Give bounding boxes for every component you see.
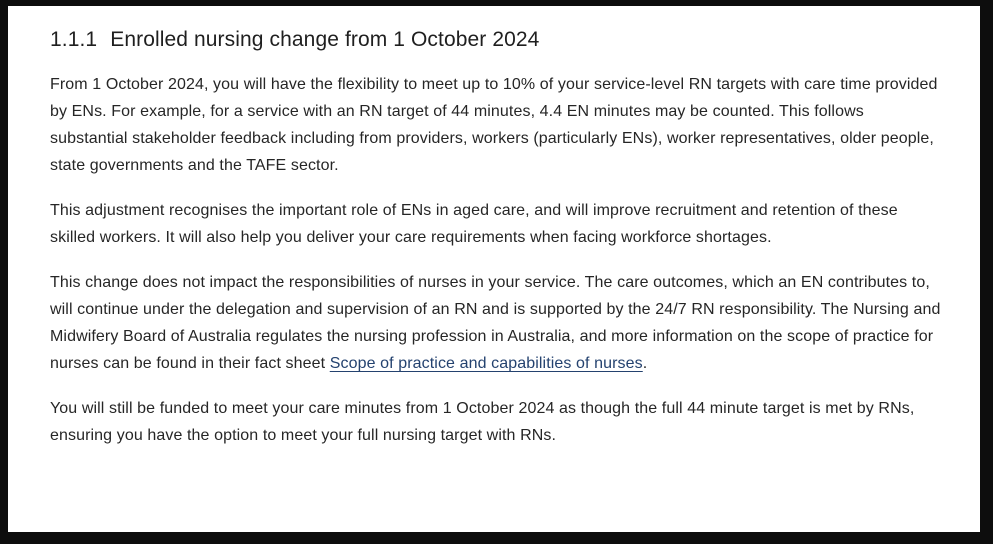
- document-page: [8, 6, 980, 532]
- section-title: Enrolled nursing change from 1 October 2024: [110, 28, 540, 51]
- paragraph-adjustment-benefits: This adjustment recognises the important role of ENs in aged care, and will improve recruitment and retention of these skilled workers. It will also help you deliver your care requirements when facing workforce shortages.: [50, 202, 898, 246]
- paragraph-funding: You will still be funded to meet your care minutes from 1 October 2024 as though the full 44 minute target is met by RNs, ensuring you have the option to meet your full nursing target with RNs.: [50, 400, 915, 444]
- paragraph-responsibilities-text: This change does not impact the responsibilities of nurses in your service. The care outcomes, which an EN contributes to, will continue under the delegation and supervision of an RN and is supported by the 24/7 RN responsibility. The Nursing and Midwifery Board of Australia regulates the nursing profession in Australia, and more information on the scope of practice for nurses can be found in their fact sheet: [50, 274, 941, 372]
- section-heading: [50, 27, 945, 53]
- section-number: 1.1.1: [50, 28, 98, 51]
- scope-of-practice-link[interactable]: Scope of practice and capabilities of nurses: [329, 355, 643, 372]
- paragraph-flexibility-intro: From 1 October 2024, you will have the flexibility to meet up to 10% of your service-level RN targets with care time provided by ENs. For example, for a service with an RN target of 44 minutes, 4.4 EN minutes may be counted. This follows substantial stakeholder feedback including from providers, workers (particularly ENs), worker representatives, older people, state governments and the TAFE sector.: [50, 76, 938, 174]
- paragraph-responsibilities-period: .: [642, 355, 648, 372]
- paragraph-responsibilities: [50, 269, 945, 377]
